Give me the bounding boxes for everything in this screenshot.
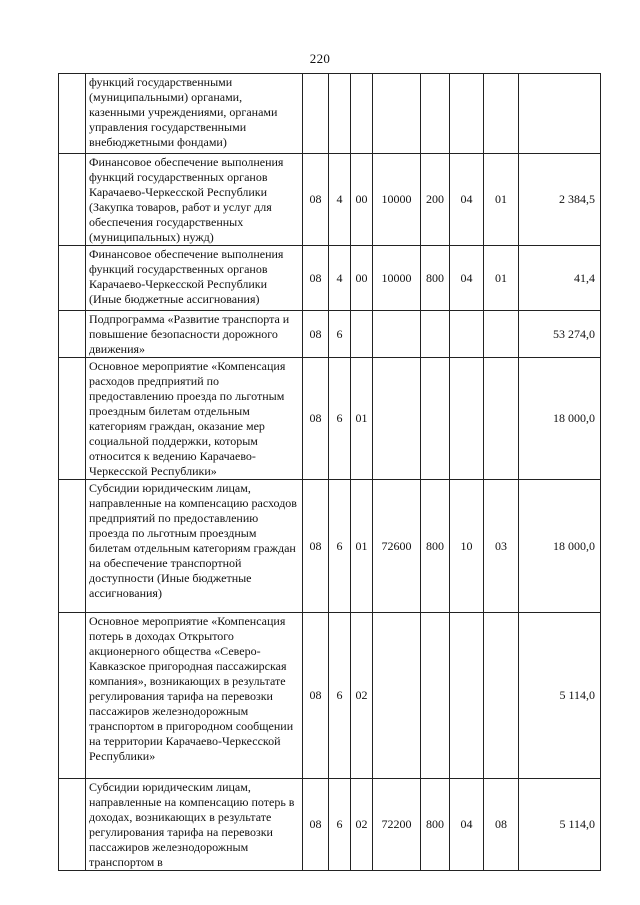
subsection-code-cell: 4	[329, 246, 351, 311]
subdepartment-code-cell	[484, 613, 519, 779]
subdepartment-code-cell	[484, 311, 519, 358]
expense-code-cell	[373, 74, 421, 154]
department-code-cell	[450, 358, 484, 480]
program-code-cell: 01	[351, 480, 373, 613]
subsection-code-cell: 6	[329, 779, 351, 871]
row-number-cell	[59, 74, 86, 154]
type-code-cell	[421, 358, 450, 480]
subdepartment-code-cell: 08	[484, 779, 519, 871]
section-code-cell: 08	[303, 779, 329, 871]
amount-cell: 18 000,0	[519, 358, 601, 480]
table-row	[59, 358, 601, 480]
department-code-cell	[450, 311, 484, 358]
program-code-cell: 00	[351, 154, 373, 246]
description-cell: Финансовое обеспечение выполнения функций государственных органов Карачаево-Черкесской Республики (Иные бюджетные ассигнования)	[86, 246, 303, 311]
subsection-code-cell	[329, 74, 351, 154]
description-cell: Финансовое обеспечение выполнения функций государственных органов Карачаево-Черкесской Республики (Закупка товаров, работ и услуг для обеспечения государственных (муниципальных) нужд)	[86, 154, 303, 246]
description-cell: Основное мероприятие «Компенсация расходов предприятий по предоставлению проезда по льготным проездным билетам отдельным категориям граждан, оказание мер социальной поддержки, которым относится к ведению Карачаево-Черкесской Республики»	[86, 358, 303, 480]
section-code-cell: 08	[303, 480, 329, 613]
subsection-code-cell: 6	[329, 311, 351, 358]
type-code-cell: 800	[421, 480, 450, 613]
description-cell: Подпрограмма «Развитие транспорта и повышение безопасности дорожного движения»	[86, 311, 303, 358]
amount-cell: 5 114,0	[519, 779, 601, 871]
row-number-cell	[59, 779, 86, 871]
subdepartment-code-cell	[484, 74, 519, 154]
expense-code-cell	[373, 358, 421, 480]
budget-table	[58, 73, 601, 871]
amount-cell: 2 384,5	[519, 154, 601, 246]
department-code-cell	[450, 74, 484, 154]
amount-cell	[519, 74, 601, 154]
amount-cell: 5 114,0	[519, 613, 601, 779]
section-code-cell: 08	[303, 613, 329, 779]
subdepartment-code-cell	[484, 358, 519, 480]
page-number: 220	[309, 51, 331, 66]
expense-code-cell	[373, 613, 421, 779]
type-code-cell	[421, 74, 450, 154]
program-code-cell: 02	[351, 613, 373, 779]
subsection-code-cell: 6	[329, 613, 351, 779]
table-row	[59, 779, 601, 871]
section-code-cell: 08	[303, 246, 329, 311]
program-code-cell: 00	[351, 246, 373, 311]
type-code-cell: 800	[421, 779, 450, 871]
program-code-cell	[351, 74, 373, 154]
department-code-cell: 04	[450, 246, 484, 311]
row-number-cell	[59, 311, 86, 358]
row-number-cell	[59, 480, 86, 613]
table-row	[59, 311, 601, 358]
row-number-cell	[59, 246, 86, 311]
table-row	[59, 74, 601, 154]
type-code-cell	[421, 613, 450, 779]
department-code-cell: 10	[450, 480, 484, 613]
subsection-code-cell: 4	[329, 154, 351, 246]
subdepartment-code-cell: 01	[484, 154, 519, 246]
amount-cell: 18 000,0	[519, 480, 601, 613]
section-code-cell: 08	[303, 154, 329, 246]
type-code-cell: 800	[421, 246, 450, 311]
type-code-cell: 200	[421, 154, 450, 246]
program-code-cell: 02	[351, 779, 373, 871]
amount-cell: 53 274,0	[519, 311, 601, 358]
expense-code-cell: 10000	[373, 246, 421, 311]
department-code-cell: 04	[450, 154, 484, 246]
section-code-cell	[303, 74, 329, 154]
expense-code-cell: 72200	[373, 779, 421, 871]
subsection-code-cell: 6	[329, 358, 351, 480]
department-code-cell	[450, 613, 484, 779]
program-code-cell: 01	[351, 358, 373, 480]
table-row	[59, 246, 601, 311]
description-cell: Субсидии юридическим лицам, направленные на компенсацию потерь в доходах, возникающих в результате регулирования тарифа на перевозки пассажиров железнодорожным транспортом в	[86, 779, 303, 871]
description-cell: Основное мероприятие «Компенсация потерь в доходах Открытого акционерного общества «Северо-Кавказское пригородная пассажирская компания», возникающих в результате регулирования тарифа на перевозки пассажиров железнодорожным транспортом в пригородном сообщении на территории Карачаево-Черкесской Республики»	[86, 613, 303, 779]
table-row	[59, 154, 601, 246]
description-cell: функций государственными (муниципальными) органами, казенными учреждениями, органами управления государственными внебюджетными фондами)	[86, 74, 303, 154]
table-row	[59, 480, 601, 613]
subdepartment-code-cell: 03	[484, 480, 519, 613]
department-code-cell: 04	[450, 779, 484, 871]
expense-code-cell	[373, 311, 421, 358]
description-cell: Субсидии юридическим лицам, направленные на компенсацию расходов предприятий по предоставлению проезда по льготным проездным билетам отдельным категориям граждан на обеспечение транспортной доступности (Иные бюджетные ассигнования)	[86, 480, 303, 613]
program-code-cell	[351, 311, 373, 358]
type-code-cell	[421, 311, 450, 358]
expense-code-cell: 10000	[373, 154, 421, 246]
subdepartment-code-cell: 01	[484, 246, 519, 311]
row-number-cell	[59, 154, 86, 246]
table-row	[59, 613, 601, 779]
subsection-code-cell: 6	[329, 480, 351, 613]
row-number-cell	[59, 613, 86, 779]
expense-code-cell: 72600	[373, 480, 421, 613]
amount-cell: 41,4	[519, 246, 601, 311]
section-code-cell: 08	[303, 358, 329, 480]
section-code-cell: 08	[303, 311, 329, 358]
row-number-cell	[59, 358, 86, 480]
